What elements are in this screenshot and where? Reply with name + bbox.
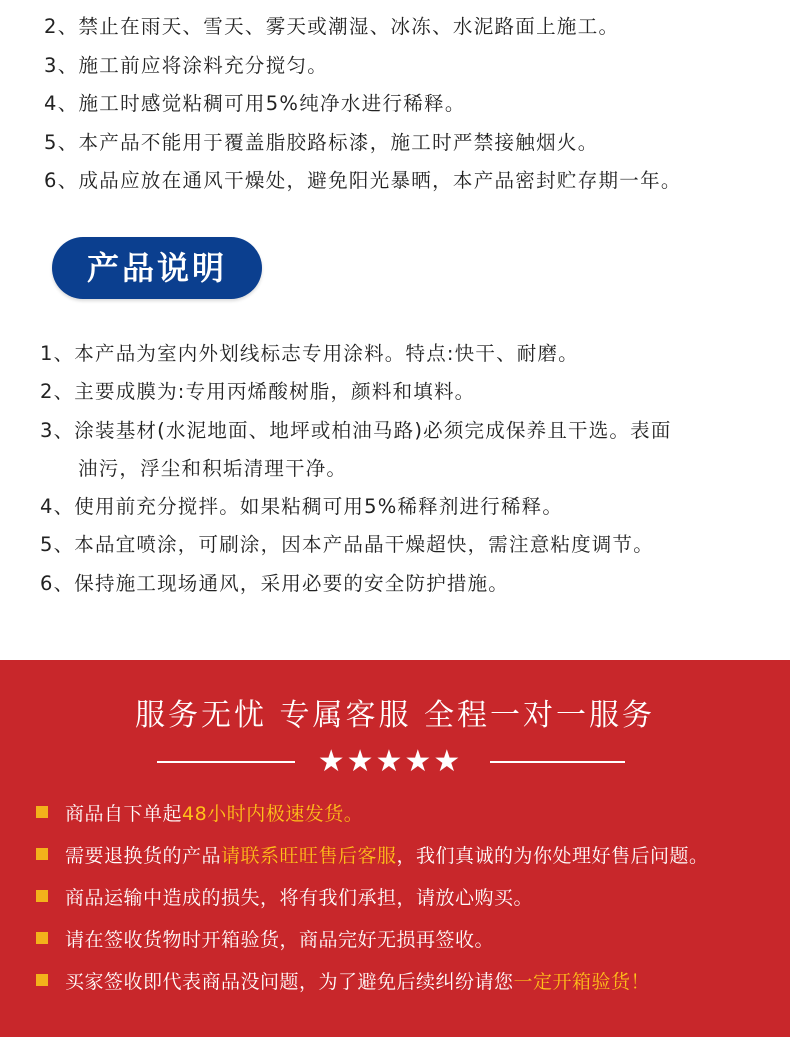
section-title-badge: 产品说明 xyxy=(52,237,262,299)
square-bullet-icon xyxy=(36,974,48,986)
service-item-text: 需要退换货的产品请联系旺旺售后客服，我们真诚的为你处理好售后问题。 xyxy=(65,844,709,867)
list-item: 6、成品应放在通风干燥处，避免阳光暴晒，本产品密封贮存期一年。 xyxy=(44,169,682,192)
divider-line-right xyxy=(490,761,625,763)
service-item xyxy=(36,959,790,1001)
five-star-icon: ★★★★★ xyxy=(317,744,463,779)
divider-line-left xyxy=(157,761,295,763)
square-bullet-icon xyxy=(36,848,48,860)
list-item: 3、施工前应将涂料充分搅匀。 xyxy=(44,53,329,77)
service-item xyxy=(36,875,790,917)
list-item: 2、禁止在雨天、雪天、雾天或潮湿、冰冻、水泥路面上施工。 xyxy=(44,15,620,38)
list-item-continuation: 油污，浮尘和积垢清理干净。 xyxy=(78,456,348,480)
service-item-text: 商品运输中造成的损失，将有我们承担，请放心购买。 xyxy=(65,886,534,909)
list-item: 5、本产品不能用于覆盖脂胶路标漆，施工时严禁接触烟火。 xyxy=(44,130,599,154)
service-item-text: 商品自下单起48小时内极速发货。 xyxy=(65,802,364,825)
service-title: 服务无忧 专属客服 全程一对一服务 xyxy=(134,698,656,733)
highlight-text: 一定开箱验货！ xyxy=(513,970,651,993)
square-bullet-icon xyxy=(36,932,48,944)
product-description-list xyxy=(40,335,780,603)
service-item-text: 买家签收即代表商品没问题，为了避免后续纠纷请您一定开箱验货！ xyxy=(65,970,651,993)
highlight-text: 请联系旺旺售后客服 xyxy=(221,844,397,867)
star-divider xyxy=(0,744,790,780)
list-item: 4、使用前充分搅拌。如果粘稠可用5%稀释剂进行稀释。 xyxy=(40,495,564,519)
list-item: 1、本产品为室内外划线标志专用涂料。特点:快干、耐磨。 xyxy=(40,342,579,365)
service-banner xyxy=(0,660,790,1037)
list-item: 6、保持施工现场通风，采用必要的安全防护措施。 xyxy=(40,571,510,595)
list-item: 4、施工时感觉粘稠可用5%纯净水进行稀释。 xyxy=(44,92,466,115)
service-item xyxy=(36,917,790,959)
service-item xyxy=(36,791,790,833)
list-item: 3、涂装基材(水泥地面、地坪或柏油马路)必须完成保养且干选。表面 xyxy=(40,418,672,442)
square-bullet-icon xyxy=(36,890,48,902)
list-item: 2、主要成膜为:专用丙烯酸树脂，颜料和填料。 xyxy=(40,380,476,404)
usage-notes-list xyxy=(44,8,784,201)
service-item xyxy=(36,833,790,875)
square-bullet-icon xyxy=(36,806,48,818)
service-item-text: 请在签收货物时开箱验货，商品完好无损再签收。 xyxy=(65,928,495,951)
list-item: 5、本品宜喷涂，可刷涂，因本产品晶干燥超快，需注意粘度调节。 xyxy=(40,533,654,557)
highlight-text: 48小时内极速发货。 xyxy=(182,802,364,825)
service-promise-list xyxy=(36,791,790,1001)
